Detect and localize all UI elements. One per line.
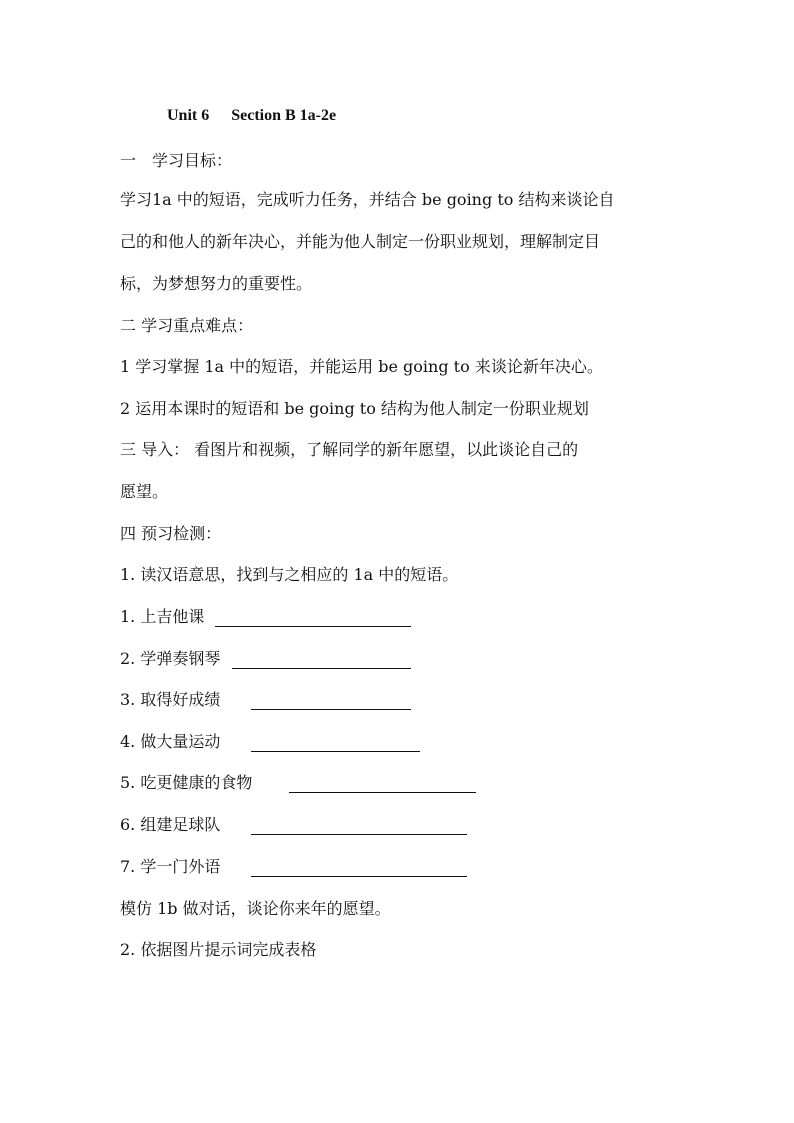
- section-label: Section B 1a-2e: [231, 107, 337, 124]
- task1-instruction: 1. 读汉语意思，找到与之相应的 1a 中的短语。: [120, 565, 459, 584]
- unit-label: Unit 6: [167, 107, 210, 124]
- part2-item-2: 2 运用本课时的短语和 be going to 结构为他人制定一份职业规划: [120, 399, 589, 418]
- exercise-2-prompt: 2. 学弹奏钢琴: [120, 649, 221, 668]
- exercise-7-blank[interactable]: [251, 875, 467, 877]
- exercise-1-prompt: 1. 上吉他课: [120, 607, 205, 626]
- exercise-5-blank[interactable]: [289, 791, 476, 793]
- exercise-4-blank[interactable]: [251, 750, 420, 752]
- exercise-2-blank[interactable]: [232, 667, 411, 669]
- exercise-6: [120, 815, 220, 835]
- part1-line-1: 学习1a 中的短语，完成听力任务，并结合 be going to 结构来谈论自: [120, 190, 615, 209]
- exercise-5-prompt: 5. 吃更健康的食物: [120, 773, 253, 792]
- imitate-instruction: 模仿 1b 做对话，谈论你来年的愿望。: [120, 899, 391, 918]
- exercise-3-prompt: 3. 取得好成绩: [120, 690, 221, 709]
- exercise-4-prompt: 4. 做大量运动: [120, 732, 221, 751]
- part4-heading: 四 预习检测：: [120, 524, 222, 543]
- exercise-7: [120, 857, 220, 877]
- part3-line-2: 愿望。: [120, 482, 169, 501]
- exercise-4: [120, 732, 220, 752]
- part2-heading: 二 学习重点难点：: [120, 316, 254, 335]
- part2-item-1: 1 学习掌握 1a 中的短语，并能运用 be going to 来谈论新年决心。: [120, 357, 603, 376]
- exercise-7-prompt: 7. 学一门外语: [120, 857, 221, 876]
- exercise-1-blank[interactable]: [215, 625, 411, 627]
- exercise-3-blank[interactable]: [251, 708, 411, 710]
- part1-line-2: 己的和他人的新年决心，并能为他人制定一份职业规划，理解制定目: [120, 232, 601, 251]
- exercise-2: [120, 649, 220, 669]
- page-title: [167, 106, 336, 126]
- part1-heading: 一 学习目标：: [120, 151, 233, 170]
- exercise-6-prompt: 6. 组建足球队: [120, 815, 221, 834]
- task2-instruction: 2. 依据图片提示词完成表格: [120, 940, 317, 959]
- exercise-3: [120, 690, 220, 710]
- exercise-6-blank[interactable]: [251, 833, 467, 835]
- part3-line-1: 三 导入： 看图片和视频，了解同学的新年愿望，以此谈论自己的: [120, 440, 579, 459]
- part1-line-3: 标，为梦想努力的重要性。: [120, 274, 313, 293]
- exercise-1: [120, 607, 204, 627]
- exercise-5: [120, 773, 252, 793]
